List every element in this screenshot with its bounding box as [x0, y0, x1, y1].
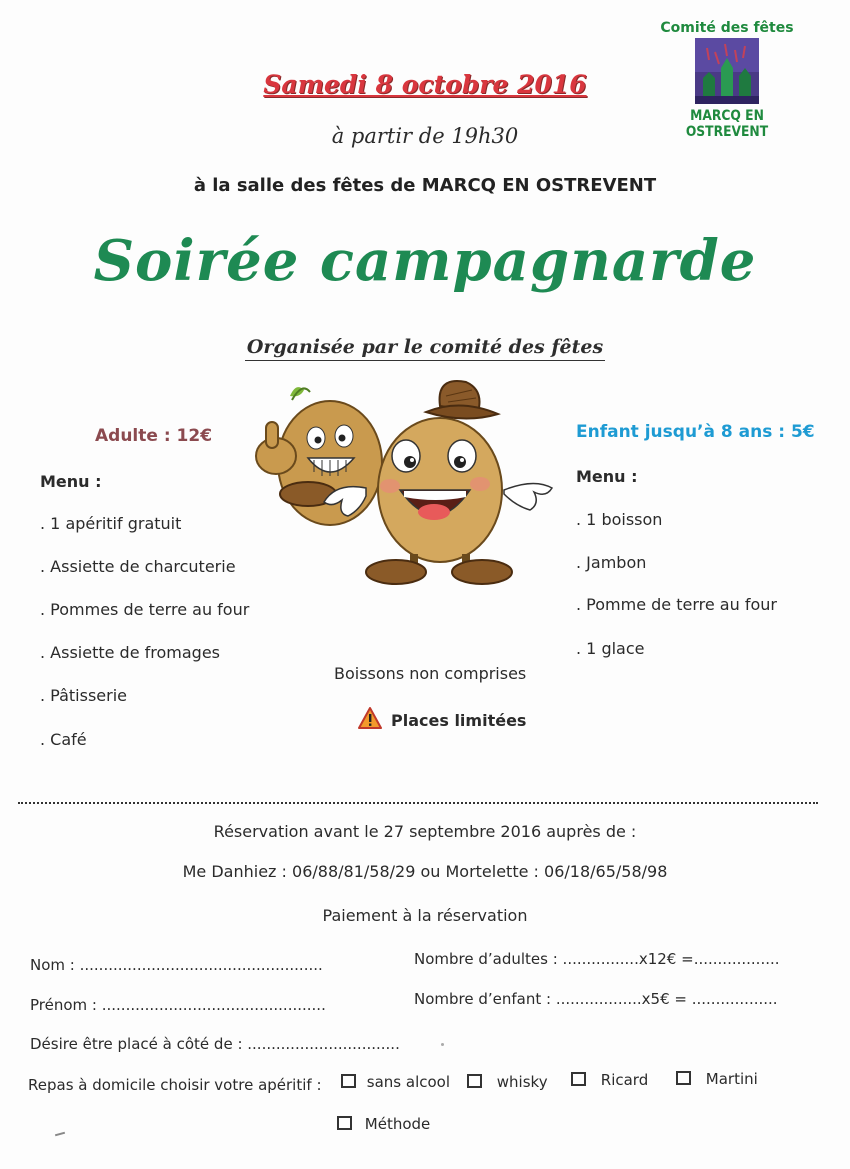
adult-menu-item: . Café	[40, 730, 87, 749]
child-price: Enfant jusqu’à 8 ans : 5€	[576, 422, 815, 442]
option-whisky[interactable]	[467, 1073, 548, 1091]
checkbox-icon[interactable]	[467, 1074, 482, 1088]
option-martini[interactable]	[676, 1070, 758, 1088]
drinks-note: Boissons non comprises	[334, 664, 527, 683]
adult-menu-item: . 1 apéritif gratuit	[40, 514, 182, 533]
adult-menu-item: . Pâtisserie	[40, 686, 128, 705]
warning-icon	[357, 706, 383, 730]
adult-menu-item: . Pommes de terre au four	[40, 600, 250, 619]
event-venue: à la salle des fêtes de MARCQ EN OSTREVENT	[193, 175, 657, 196]
checkbox-icon[interactable]	[571, 1072, 586, 1086]
checkbox-icon[interactable]	[676, 1071, 691, 1085]
option-label: Ricard	[600, 1071, 649, 1089]
child-menu-item: . 1 glace	[576, 639, 645, 658]
event-date: Samedi 8 octobre 2016	[263, 70, 587, 99]
children-count-field[interactable]: Nombre d’enfant : ..................x5€ = ..................	[414, 990, 778, 1008]
adult-menu-item: . Assiette de charcuterie	[40, 557, 236, 576]
adult-menu-heading: Menu :	[40, 472, 102, 491]
option-ricard[interactable]	[571, 1071, 648, 1089]
adult-menu-item: . Assiette de fromages	[40, 643, 221, 662]
checkbox-icon[interactable]	[337, 1116, 352, 1130]
event-title: Soirée campagnarde	[93, 228, 757, 294]
logo-top-text: Comité des fêtes	[660, 20, 794, 36]
seat-preference-field[interactable]: Désire être placé à côté de : ................................	[30, 1035, 400, 1053]
reservation-contacts: Me Danhiez : 06/88/81/58/29 ou Mortelette : 06/18/65/58/98	[182, 862, 668, 881]
scan-speck	[441, 1043, 444, 1046]
organizer-line	[0, 336, 850, 358]
cut-line-divider	[18, 802, 818, 804]
potato-mascots-illustration	[250, 378, 565, 588]
payment-note: Paiement à la réservation	[322, 906, 528, 925]
scan-mark	[55, 1132, 65, 1137]
option-label: whisky	[496, 1073, 548, 1091]
child-menu-heading: Menu :	[576, 467, 638, 486]
adults-count-field[interactable]: Nombre d’adultes : ................x12€ =..................	[414, 950, 780, 968]
child-menu-item: . 1 boisson	[576, 510, 663, 529]
places-limited-note: Places limitées	[391, 711, 527, 730]
checkbox-icon[interactable]	[341, 1074, 356, 1088]
option-methode[interactable]	[337, 1115, 430, 1133]
event-time: à partir de 19h30	[331, 124, 519, 148]
option-label: Martini	[705, 1070, 758, 1088]
option-label: sans alcool	[366, 1073, 451, 1091]
child-menu-item: . Jambon	[576, 553, 647, 572]
adult-price: Adulte : 12€	[95, 426, 213, 446]
organizer-text: Organisée par le comité des fêtes	[245, 336, 605, 361]
child-menu-item: . Pomme de terre au four	[576, 595, 777, 614]
option-sans-alcool[interactable]	[341, 1073, 450, 1091]
logo-bottom-text: MARCQ EN OSTREVENT	[685, 108, 769, 140]
option-label: Méthode	[364, 1115, 431, 1133]
firstname-field[interactable]: Prénom : ...............................................	[30, 996, 326, 1014]
reservation-deadline: Réservation avant le 27 septembre 2016 auprès de :	[213, 822, 637, 841]
aperitif-label: Repas à domicile choisir votre apéritif :	[28, 1076, 322, 1094]
name-field[interactable]: Nom : ...................................................	[30, 956, 323, 974]
